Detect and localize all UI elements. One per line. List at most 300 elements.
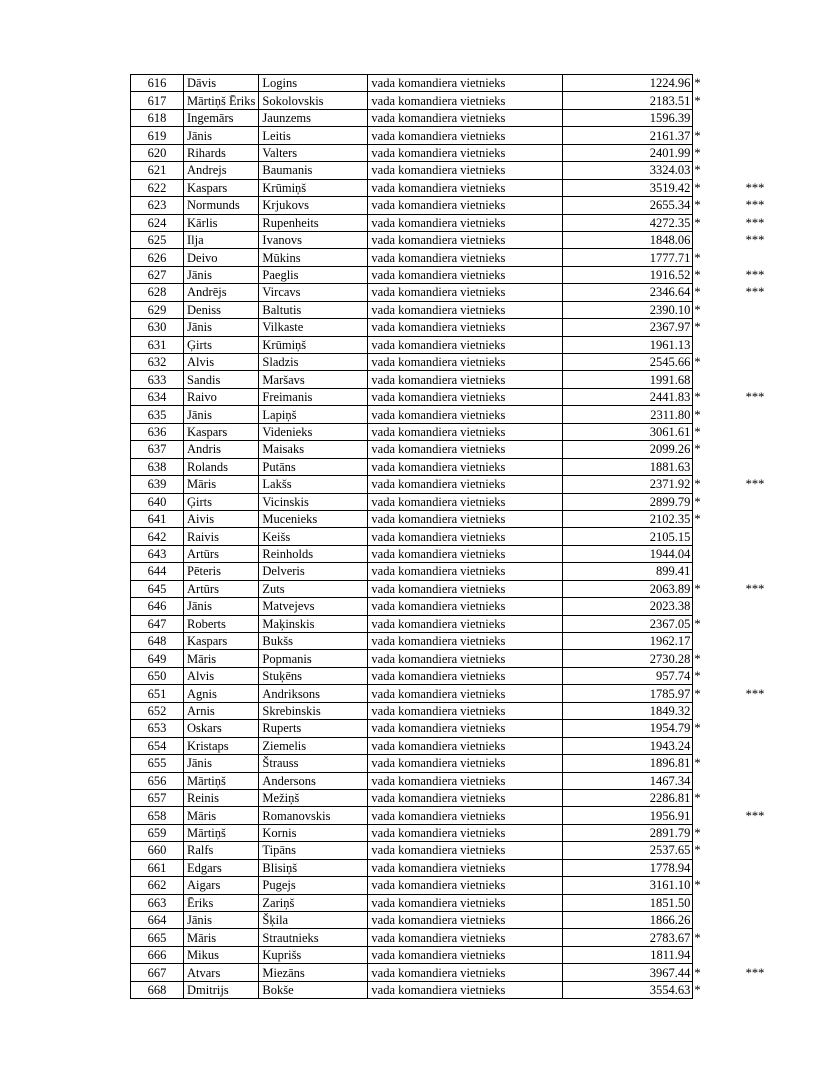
last-name-cell: Videnieks [259, 423, 368, 440]
asterisk-mark-cell: * [693, 615, 716, 632]
first-name-cell: Jānis [184, 266, 259, 283]
position-cell: vada komandiera vietnieks [368, 528, 563, 545]
triple-asterisk-mark-cell [715, 144, 765, 161]
amount-cell: 2105.15 [563, 528, 693, 545]
position-cell: vada komandiera vietnieks [368, 458, 563, 475]
asterisk-mark-cell: * [693, 92, 716, 109]
last-name-cell: Zuts [259, 580, 368, 597]
row-number-cell: 657 [131, 789, 184, 806]
amount-cell: 2891.79 [563, 824, 693, 841]
table-row [131, 388, 765, 405]
amount-cell: 4272.35 [563, 214, 693, 231]
last-name-cell: Maķinskis [259, 615, 368, 632]
first-name-cell: Arnis [184, 702, 259, 719]
last-name-cell: Kuprišs [259, 946, 368, 963]
amount-cell: 1811.94 [563, 946, 693, 963]
row-number-cell: 656 [131, 772, 184, 789]
position-cell: vada komandiera vietnieks [368, 388, 563, 405]
asterisk-mark-cell: * [693, 249, 716, 266]
position-cell: vada komandiera vietnieks [368, 319, 563, 336]
triple-asterisk-mark-cell [715, 894, 765, 911]
position-cell: vada komandiera vietnieks [368, 633, 563, 650]
triple-asterisk-mark-cell [715, 563, 765, 580]
row-number-cell: 661 [131, 859, 184, 876]
amount-cell: 1778.94 [563, 859, 693, 876]
table-row [131, 685, 765, 702]
row-number-cell: 666 [131, 946, 184, 963]
position-cell: vada komandiera vietnieks [368, 214, 563, 231]
amount-cell: 2367.97 [563, 319, 693, 336]
position-cell: vada komandiera vietnieks [368, 75, 563, 92]
row-number-cell: 624 [131, 214, 184, 231]
triple-asterisk-mark-cell [715, 737, 765, 754]
row-number-cell: 639 [131, 476, 184, 493]
last-name-cell: Krūmiņš [259, 179, 368, 196]
asterisk-mark-cell: * [693, 423, 716, 440]
amount-cell: 1785.97 [563, 685, 693, 702]
first-name-cell: Sandis [184, 371, 259, 388]
first-name-cell: Andris [184, 441, 259, 458]
last-name-cell: Ruperts [259, 720, 368, 737]
amount-cell: 3967.44 [563, 964, 693, 981]
position-cell: vada komandiera vietnieks [368, 859, 563, 876]
row-number-cell: 621 [131, 162, 184, 179]
triple-asterisk-mark-cell: *** [745, 477, 765, 492]
first-name-cell: Mārtiņš [184, 824, 259, 841]
row-number-cell: 642 [131, 528, 184, 545]
amount-cell: 1943.24 [563, 737, 693, 754]
amount-cell: 2441.83 [563, 388, 693, 405]
first-name-cell: Roberts [184, 615, 259, 632]
asterisk-mark-cell: * [693, 964, 716, 981]
table-row [131, 493, 765, 510]
position-cell: vada komandiera vietnieks [368, 842, 563, 859]
row-number-cell: 645 [131, 580, 184, 597]
first-name-cell: Alvis [184, 667, 259, 684]
position-cell: vada komandiera vietnieks [368, 493, 563, 510]
table-row [131, 266, 765, 283]
triple-asterisk-mark-cell [715, 545, 765, 562]
row-number-cell: 626 [131, 249, 184, 266]
asterisk-mark-cell: * [693, 685, 716, 702]
triple-asterisk-mark-cell [715, 423, 765, 440]
position-cell: vada komandiera vietnieks [368, 964, 563, 981]
row-number-cell: 648 [131, 633, 184, 650]
asterisk-mark-cell: * [693, 981, 716, 998]
row-number-cell: 659 [131, 824, 184, 841]
position-cell: vada komandiera vietnieks [368, 162, 563, 179]
asterisk-mark-cell [693, 946, 716, 963]
row-number-cell: 635 [131, 406, 184, 423]
asterisk-mark-cell: * [693, 789, 716, 806]
last-name-cell: Bokše [259, 981, 368, 998]
triple-asterisk-mark-cell [715, 981, 765, 998]
position-cell: vada komandiera vietnieks [368, 650, 563, 667]
first-name-cell: Artūrs [184, 580, 259, 597]
row-number-cell: 668 [131, 981, 184, 998]
first-name-cell: Kaspars [184, 179, 259, 196]
table-row [131, 929, 765, 946]
row-number-cell: 618 [131, 109, 184, 126]
asterisk-mark-cell [693, 894, 716, 911]
position-cell: vada komandiera vietnieks [368, 580, 563, 597]
asterisk-mark-cell [693, 336, 716, 353]
first-name-cell: Agnis [184, 685, 259, 702]
table-row [131, 441, 765, 458]
triple-asterisk-mark-cell [715, 929, 765, 946]
triple-asterisk-mark-cell: *** [745, 180, 765, 195]
amount-cell: 2023.38 [563, 598, 693, 615]
asterisk-mark-cell [693, 563, 716, 580]
triple-asterisk-mark-cell [715, 789, 765, 806]
table-row [131, 127, 765, 144]
asterisk-mark-cell: * [693, 179, 716, 196]
asterisk-mark-cell: * [693, 144, 716, 161]
triple-asterisk-mark-cell: *** [745, 808, 765, 823]
first-name-cell: Ralfs [184, 842, 259, 859]
amount-cell: 1961.13 [563, 336, 693, 353]
table-row [131, 476, 765, 493]
position-cell: vada komandiera vietnieks [368, 510, 563, 527]
row-number-cell: 631 [131, 336, 184, 353]
amount-cell: 2367.05 [563, 615, 693, 632]
first-name-cell: Artūrs [184, 545, 259, 562]
amount-cell: 2286.81 [563, 789, 693, 806]
position-cell: vada komandiera vietnieks [368, 720, 563, 737]
position-cell: vada komandiera vietnieks [368, 545, 563, 562]
asterisk-mark-cell: * [693, 929, 716, 946]
triple-asterisk-mark-cell [715, 354, 765, 371]
table-row [131, 807, 765, 824]
triple-asterisk-mark-cell: *** [745, 581, 765, 596]
triple-asterisk-mark-cell [715, 633, 765, 650]
amount-cell: 1848.06 [563, 231, 693, 248]
triple-asterisk-mark-cell [715, 912, 765, 929]
asterisk-mark-cell: * [693, 214, 716, 231]
table-row [131, 197, 765, 214]
row-number-cell: 644 [131, 563, 184, 580]
first-name-cell: Edgars [184, 859, 259, 876]
asterisk-mark-cell: * [693, 650, 716, 667]
asterisk-mark-cell: * [693, 406, 716, 423]
amount-cell: 3161.10 [563, 877, 693, 894]
last-name-cell: Putāns [259, 458, 368, 475]
table-row [131, 580, 765, 597]
last-name-cell: Pugejs [259, 877, 368, 894]
amount-cell: 1866.26 [563, 912, 693, 929]
amount-cell: 2311.80 [563, 406, 693, 423]
triple-asterisk-mark-cell [715, 877, 765, 894]
row-number-cell: 652 [131, 702, 184, 719]
position-cell: vada komandiera vietnieks [368, 615, 563, 632]
triple-asterisk-mark-cell [715, 510, 765, 527]
last-name-cell: Leitis [259, 127, 368, 144]
asterisk-mark-cell [693, 912, 716, 929]
first-name-cell: Deivo [184, 249, 259, 266]
amount-cell: 2371.92 [563, 476, 693, 493]
amount-cell: 2183.51 [563, 92, 693, 109]
amount-cell: 1224.96 [563, 75, 693, 92]
first-name-cell: Ēriks [184, 894, 259, 911]
table-row [131, 406, 765, 423]
last-name-cell: Rupenheits [259, 214, 368, 231]
asterisk-mark-cell: * [693, 354, 716, 371]
table-row [131, 755, 765, 772]
triple-asterisk-mark-cell [715, 720, 765, 737]
row-number-cell: 628 [131, 284, 184, 301]
asterisk-mark-cell: * [693, 667, 716, 684]
row-number-cell: 641 [131, 510, 184, 527]
triple-asterisk-mark-cell [715, 336, 765, 353]
amount-cell: 2783.67 [563, 929, 693, 946]
table-row [131, 336, 765, 353]
position-cell: vada komandiera vietnieks [368, 476, 563, 493]
triple-asterisk-mark-cell [715, 702, 765, 719]
triple-asterisk-mark-cell: *** [745, 233, 765, 248]
row-number-cell: 664 [131, 912, 184, 929]
amount-cell: 1881.63 [563, 458, 693, 475]
last-name-cell: Šķila [259, 912, 368, 929]
first-name-cell: Rihards [184, 144, 259, 161]
first-name-cell: Normunds [184, 197, 259, 214]
triple-asterisk-mark-cell [715, 406, 765, 423]
table-row [131, 737, 765, 754]
asterisk-mark-cell: * [693, 510, 716, 527]
table-row [131, 859, 765, 876]
table-row [131, 702, 765, 719]
amount-cell: 899.41 [563, 563, 693, 580]
row-number-cell: 638 [131, 458, 184, 475]
first-name-cell: Dāvis [184, 75, 259, 92]
amount-cell: 2730.28 [563, 650, 693, 667]
first-name-cell: Māris [184, 807, 259, 824]
row-number-cell: 620 [131, 144, 184, 161]
last-name-cell: Krjukovs [259, 197, 368, 214]
triple-asterisk-mark-cell [715, 772, 765, 789]
asterisk-mark-cell [693, 598, 716, 615]
position-cell: vada komandiera vietnieks [368, 231, 563, 248]
position-cell: vada komandiera vietnieks [368, 755, 563, 772]
row-number-cell: 653 [131, 720, 184, 737]
position-cell: vada komandiera vietnieks [368, 354, 563, 371]
triple-asterisk-mark-cell: *** [745, 268, 765, 283]
row-number-cell: 637 [131, 441, 184, 458]
amount-cell: 1991.68 [563, 371, 693, 388]
triple-asterisk-mark-cell [715, 493, 765, 510]
last-name-cell: Lakšs [259, 476, 368, 493]
table-row [131, 545, 765, 562]
amount-cell: 1849.32 [563, 702, 693, 719]
first-name-cell: Māris [184, 650, 259, 667]
row-number-cell: 655 [131, 755, 184, 772]
table-row [131, 964, 765, 981]
table-row [131, 231, 765, 248]
triple-asterisk-mark-cell [715, 371, 765, 388]
asterisk-mark-cell: * [693, 162, 716, 179]
row-number-cell: 630 [131, 319, 184, 336]
asterisk-mark-cell [693, 859, 716, 876]
first-name-cell: Kaspars [184, 423, 259, 440]
first-name-cell: Andrējs [184, 284, 259, 301]
salary-table-body [131, 75, 765, 999]
row-number-cell: 650 [131, 667, 184, 684]
table-row [131, 144, 765, 161]
row-number-cell: 651 [131, 685, 184, 702]
table-row [131, 528, 765, 545]
triple-asterisk-mark-cell [715, 755, 765, 772]
first-name-cell: Kristaps [184, 737, 259, 754]
position-cell: vada komandiera vietnieks [368, 929, 563, 946]
table-row [131, 162, 765, 179]
table-row [131, 772, 765, 789]
last-name-cell: Sladzis [259, 354, 368, 371]
asterisk-mark-cell [693, 807, 716, 824]
triple-asterisk-mark-cell: *** [745, 965, 765, 980]
last-name-cell: Sokolovskis [259, 92, 368, 109]
last-name-cell: Vircavs [259, 284, 368, 301]
amount-cell: 1944.04 [563, 545, 693, 562]
last-name-cell: Tipāns [259, 842, 368, 859]
first-name-cell: Ģirts [184, 493, 259, 510]
amount-cell: 2655.34 [563, 197, 693, 214]
last-name-cell: Stuķēns [259, 667, 368, 684]
position-cell: vada komandiera vietnieks [368, 406, 563, 423]
row-number-cell: 632 [131, 354, 184, 371]
row-number-cell: 667 [131, 964, 184, 981]
row-number-cell: 619 [131, 127, 184, 144]
asterisk-mark-cell: * [693, 441, 716, 458]
triple-asterisk-mark-cell [715, 598, 765, 615]
triple-asterisk-mark-cell [715, 667, 765, 684]
first-name-cell: Jānis [184, 912, 259, 929]
table-row [131, 789, 765, 806]
asterisk-mark-cell: * [693, 476, 716, 493]
table-row [131, 563, 765, 580]
table-row [131, 301, 765, 318]
row-number-cell: 663 [131, 894, 184, 911]
triple-asterisk-mark-cell [715, 441, 765, 458]
first-name-cell: Atvars [184, 964, 259, 981]
row-number-cell: 646 [131, 598, 184, 615]
amount-cell: 2063.89 [563, 580, 693, 597]
amount-cell: 1962.17 [563, 633, 693, 650]
last-name-cell: Vilkaste [259, 319, 368, 336]
triple-asterisk-mark-cell: *** [745, 285, 765, 300]
last-name-cell: Maisaks [259, 441, 368, 458]
position-cell: vada komandiera vietnieks [368, 772, 563, 789]
first-name-cell: Ingemārs [184, 109, 259, 126]
last-name-cell: Vicinskis [259, 493, 368, 510]
table-row [131, 510, 765, 527]
asterisk-mark-cell: * [693, 197, 716, 214]
amount-cell: 3324.03 [563, 162, 693, 179]
position-cell: vada komandiera vietnieks [368, 127, 563, 144]
first-name-cell: Mikus [184, 946, 259, 963]
row-number-cell: 629 [131, 301, 184, 318]
triple-asterisk-mark-cell [715, 615, 765, 632]
asterisk-mark-cell: * [693, 824, 716, 841]
triple-asterisk-mark-cell [715, 650, 765, 667]
row-number-cell: 622 [131, 179, 184, 196]
last-name-cell: Jaunzems [259, 109, 368, 126]
position-cell: vada komandiera vietnieks [368, 737, 563, 754]
table-row [131, 92, 765, 109]
table-row [131, 371, 765, 388]
last-name-cell: Logins [259, 75, 368, 92]
position-cell: vada komandiera vietnieks [368, 894, 563, 911]
first-name-cell: Jānis [184, 319, 259, 336]
triple-asterisk-mark-cell: *** [745, 198, 765, 213]
position-cell: vada komandiera vietnieks [368, 877, 563, 894]
last-name-cell: Strautnieks [259, 929, 368, 946]
row-number-cell: 647 [131, 615, 184, 632]
position-cell: vada komandiera vietnieks [368, 371, 563, 388]
asterisk-mark-cell [693, 545, 716, 562]
position-cell: vada komandiera vietnieks [368, 336, 563, 353]
last-name-cell: Baltutis [259, 301, 368, 318]
row-number-cell: 627 [131, 266, 184, 283]
first-name-cell: Jānis [184, 598, 259, 615]
position-cell: vada komandiera vietnieks [368, 598, 563, 615]
triple-asterisk-mark-cell: *** [745, 215, 765, 230]
last-name-cell: Krūmiņš [259, 336, 368, 353]
last-name-cell: Paeglis [259, 266, 368, 283]
table-row [131, 842, 765, 859]
asterisk-mark-cell: * [693, 493, 716, 510]
position-cell: vada komandiera vietnieks [368, 563, 563, 580]
last-name-cell: Delveris [259, 563, 368, 580]
first-name-cell: Kārlis [184, 214, 259, 231]
table-row [131, 109, 765, 126]
triple-asterisk-mark-cell [715, 127, 765, 144]
last-name-cell: Kornis [259, 824, 368, 841]
asterisk-mark-cell: * [693, 755, 716, 772]
first-name-cell: Rolands [184, 458, 259, 475]
position-cell: vada komandiera vietnieks [368, 685, 563, 702]
table-row [131, 458, 765, 475]
first-name-cell: Andrejs [184, 162, 259, 179]
amount-cell: 1954.79 [563, 720, 693, 737]
amount-cell: 2099.26 [563, 441, 693, 458]
amount-cell: 2102.35 [563, 510, 693, 527]
asterisk-mark-cell [693, 231, 716, 248]
table-row [131, 946, 765, 963]
first-name-cell: Raivo [184, 388, 259, 405]
position-cell: vada komandiera vietnieks [368, 249, 563, 266]
last-name-cell: Mežiņš [259, 789, 368, 806]
triple-asterisk-mark-cell [715, 528, 765, 545]
first-name-cell: Māris [184, 476, 259, 493]
row-number-cell: 625 [131, 231, 184, 248]
asterisk-mark-cell [693, 458, 716, 475]
triple-asterisk-mark-cell [715, 319, 765, 336]
asterisk-mark-cell [693, 109, 716, 126]
amount-cell: 2401.99 [563, 144, 693, 161]
asterisk-mark-cell: * [693, 877, 716, 894]
triple-asterisk-mark-cell: *** [745, 686, 765, 701]
table-row [131, 319, 765, 336]
asterisk-mark-cell [693, 772, 716, 789]
amount-cell: 2537.65 [563, 842, 693, 859]
first-name-cell: Jānis [184, 406, 259, 423]
row-number-cell: 617 [131, 92, 184, 109]
table-row [131, 824, 765, 841]
asterisk-mark-cell: * [693, 319, 716, 336]
row-number-cell: 662 [131, 877, 184, 894]
position-cell: vada komandiera vietnieks [368, 441, 563, 458]
position-cell: vada komandiera vietnieks [368, 423, 563, 440]
first-name-cell: Māris [184, 929, 259, 946]
